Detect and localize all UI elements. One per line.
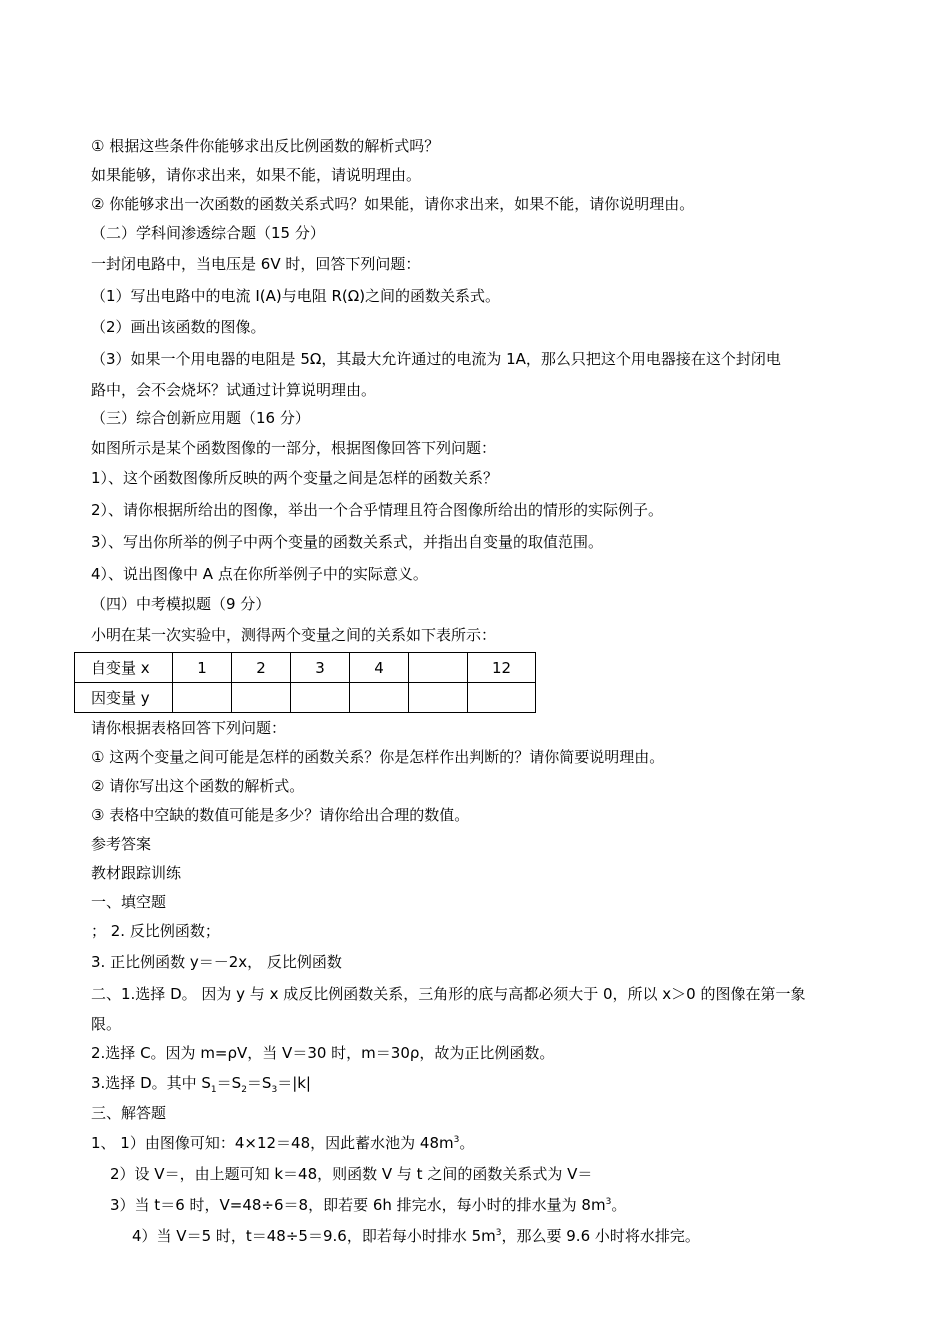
table-q3: ③ 表格中空缺的数值可能是多少？请你给出合理的数值。 xyxy=(91,806,470,824)
subscript: 1 xyxy=(210,1085,217,1095)
table-q2: ② 请你写出这个函数的解析式。 xyxy=(91,777,305,795)
section-3-heading: （三）综合创新应用题（16 分） xyxy=(91,409,310,427)
answer-text: ，那么要 9.6 小时将水排完。 xyxy=(501,1227,700,1245)
table-cell xyxy=(409,683,468,713)
table-cell xyxy=(350,683,409,713)
section-2-heading: （二）学科间渗透综合题（15 分） xyxy=(91,224,325,242)
solution-1-part-4 xyxy=(132,1226,700,1246)
fill-blank-heading: 一、填空题 xyxy=(91,893,167,911)
table-cell xyxy=(173,683,232,713)
choice-answer-1: 二、1.选择 D。 因为 y 与 x 成反比例函数关系，三角形的底与高都必须大于 0，所以 x＞0 的图像在第一象 xyxy=(91,985,806,1003)
table-cell: 1 xyxy=(173,653,232,683)
graph-q3: 3）、写出你所举的例子中两个变量的函数关系式，并指出自变量的取值范围。 xyxy=(91,533,604,551)
question-1-note: 如果能够，请你求出来，如果不能，请说明理由。 xyxy=(91,166,422,184)
choice-answer-1-cont: 限。 xyxy=(91,1015,122,1033)
question-1: ① 根据这些条件你能够求出反比例函数的解析式吗？ xyxy=(91,137,440,155)
table-row xyxy=(75,683,536,713)
answer-text: 。 xyxy=(459,1134,475,1152)
table-cell: 因变量 y xyxy=(75,683,173,713)
graph-q1: 1）、这个函数图像所反映的两个变量之间是怎样的函数关系？ xyxy=(91,469,499,487)
circuit-q3-cont: 路中，会不会烧坏？试通过计算说明理由。 xyxy=(91,381,377,399)
answers-heading: 参考答案 xyxy=(91,835,152,853)
table-cell xyxy=(232,683,291,713)
answer-text: ＝S xyxy=(216,1074,242,1092)
table-cell: 3 xyxy=(291,653,350,683)
section-4-heading: （四）中考模拟题（9 分） xyxy=(91,595,271,613)
subscript: 2 xyxy=(241,1085,247,1095)
table-cell xyxy=(291,683,350,713)
answer-text: ＝S xyxy=(246,1074,272,1092)
superscript: 3 xyxy=(605,1197,612,1207)
graph-intro: 如图所示是某个函数图像的一部分，根据图像回答下列问题： xyxy=(91,439,497,457)
answer-text: 3）当 t＝6 时，V=48÷6＝8，即若要 6h 排完水，每小时的排水量为 8m xyxy=(110,1196,606,1214)
subscript: 3 xyxy=(271,1085,278,1095)
circuit-intro: 一封闭电路中，当电压是 6V 时，回答下列问题： xyxy=(91,255,421,273)
answer-text: 4）当 V＝5 时，t＝48÷5＝9.6，即若每小时排水 5m xyxy=(132,1227,496,1245)
variable-table xyxy=(74,652,536,713)
solution-heading: 三、解答题 xyxy=(91,1104,167,1122)
table-cell: 4 xyxy=(350,653,409,683)
graph-q4: 4）、说出图像中 A 点在你所举例子中的实际意义。 xyxy=(91,565,428,583)
circuit-q1: （1）写出电路中的电流 I(A)与电阻 R(Ω)之间的函数关系式。 xyxy=(91,287,501,305)
experiment-intro: 小明在某一次实验中，测得两个变量之间的关系如下表所示： xyxy=(91,626,497,644)
answer-text: 3.选择 D。其中 S xyxy=(91,1074,211,1092)
table-instructions: 请你根据表格回答下列问题： xyxy=(91,719,287,737)
superscript: 3 xyxy=(453,1135,460,1145)
choice-answer-3 xyxy=(91,1073,311,1093)
answer-text: 1、 1）由图像可知：4×12＝48，因此蓄水池为 48m xyxy=(91,1134,454,1152)
choice-answer-2: 2.选择 C。因为 m=ρV，当 V＝30 时，m＝30ρ，故为正比例函数。 xyxy=(91,1044,555,1062)
solution-1-part-1 xyxy=(91,1133,474,1153)
superscript: 3 xyxy=(495,1228,502,1238)
answers-subheading: 教材跟踪训练 xyxy=(91,864,182,882)
fill-blank-answer-2: ； 2. 反比例函数； xyxy=(91,922,220,940)
graph-q2: 2）、请你根据所给出的图像，举出一个合乎情理且符合图像所给出的情形的实际例子。 xyxy=(91,501,664,519)
solution-1-part-3 xyxy=(110,1195,626,1215)
circuit-q2: （2）画出该函数的图像。 xyxy=(91,318,266,336)
fill-blank-answer-3: 3. 正比例函数 y＝－2x， 反比例函数 xyxy=(91,953,342,971)
table-cell xyxy=(468,683,536,713)
circuit-q3: （3）如果一个用电器的电阻是 5Ω，其最大允许通过的电流为 1A，那么只把这个用电器接在这个封闭电 xyxy=(91,350,781,368)
table-cell: 自变量 x xyxy=(75,653,173,683)
question-2: ② 你能够求出一次函数的函数关系式吗？如果能，请你求出来，如果不能，请你说明理由。 xyxy=(91,195,695,213)
table-cell: 2 xyxy=(232,653,291,683)
table-cell: 12 xyxy=(468,653,536,683)
table-q1: ① 这两个变量之间可能是怎样的函数关系？你是怎样作出判断的？请你简要说明理由。 xyxy=(91,748,665,766)
solution-1-part-2: 2）设 V＝，由上题可知 k＝48，则函数 V 与 t 之间的函数关系式为 V＝ xyxy=(110,1165,593,1183)
table-row xyxy=(75,653,536,683)
table-cell xyxy=(409,653,468,683)
answer-text: ＝|k| xyxy=(277,1074,311,1092)
answer-text: 。 xyxy=(611,1196,627,1214)
